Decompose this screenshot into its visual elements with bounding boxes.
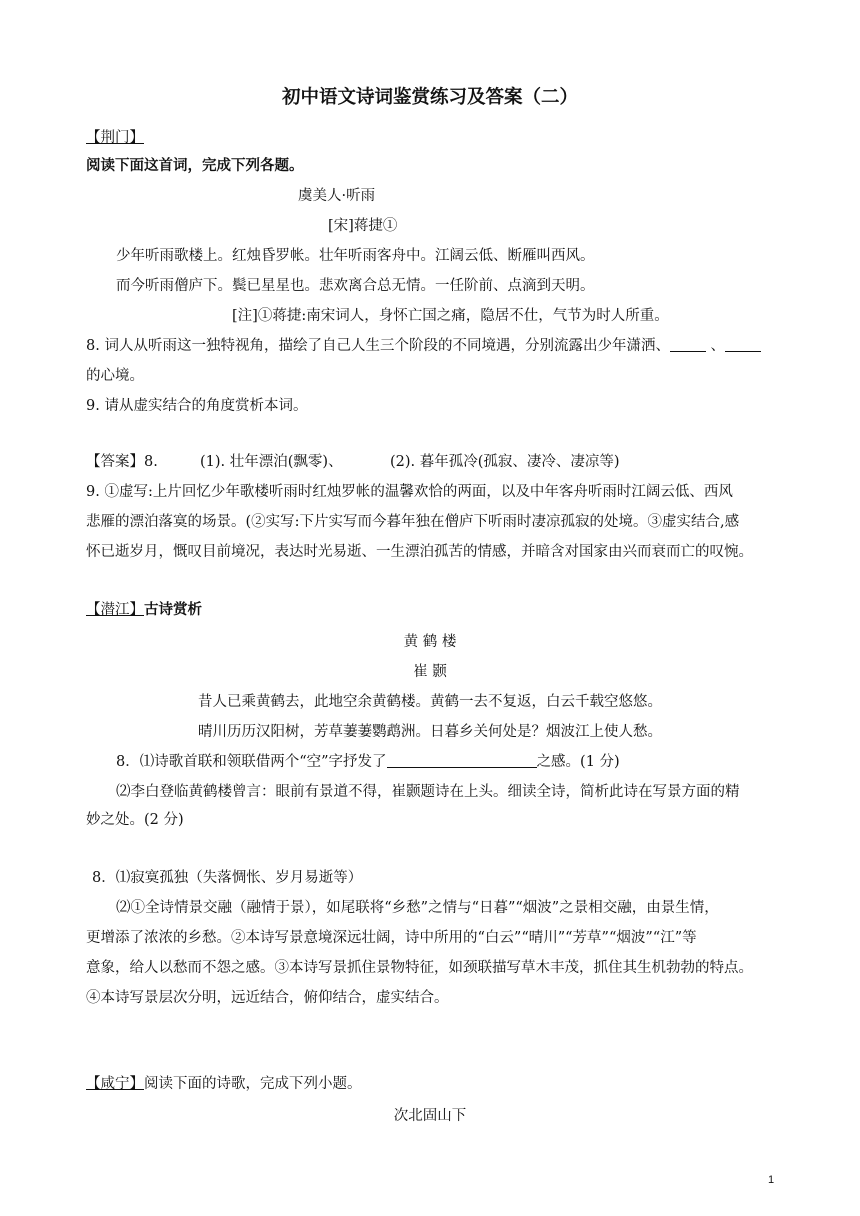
answer-blank[interactable]: [670, 337, 706, 352]
answer-8-1: 8．⑴寂寞孤独（失落惆怅、岁月易逝等）: [92, 870, 363, 886]
poem-title: 黄 鹤 楼: [403, 634, 457, 650]
poem-line: 少年听雨歌楼上。红烛昏罗帐。壮年听雨客舟中。江阔云低、断雁叫西风。: [116, 248, 595, 264]
page-number: 1: [768, 1174, 775, 1186]
poem-author: 崔 颢: [413, 664, 447, 680]
separator-text: 、: [705, 338, 726, 354]
poem-line: 昔人已乘黄鹤去，此地空余黄鹤楼。黄鹤一去不复返，白云千载空悠悠。: [198, 694, 662, 710]
question-8-2: ⑵李白登临黄鹤楼曾言：眼前有景道不得，崔颢题诗在上头。细读全诗，简析此诗在写景方面的精: [116, 784, 740, 800]
poem-title: 次北固山下: [393, 1108, 467, 1124]
question-text: 之感。(1 分): [536, 754, 620, 770]
question-8: [86, 336, 761, 356]
question-text: 8. 词人从听雨这一独特视角，描绘了自己人生三个阶段的不同境遇，分别流露出少年潇洒、: [86, 338, 670, 354]
section-instruction: 阅读下面的诗歌，完成下列小题。: [144, 1076, 362, 1092]
section-heading-xianning: [86, 1074, 362, 1094]
answer-item: (2). 暮年孤冷(孤寂、凄冷、凄凉等): [390, 454, 620, 470]
poem-author: [宋]蒋捷①: [328, 218, 398, 234]
page-title: 初中语文诗词鉴赏练习及答案（二）: [281, 87, 578, 108]
poem-title: 虞美人·听雨: [298, 188, 376, 204]
question-8-1: [116, 752, 620, 772]
answer-8-2-line: ⑵①全诗情景交融（融情于景），如尾联将“乡愁”之情与“日暮”“烟波”之景相交融，由景生情，: [116, 900, 719, 916]
question-9: 9. 请从虚实结合的角度赏析本词。: [86, 398, 308, 414]
poem-note: [注]①蒋捷:南宋词人，身怀亡国之痛，隐居不仕，气节为时人所重。: [232, 308, 669, 324]
question-text: 8．⑴诗歌首联和领联借两个“空”字抒发了: [116, 754, 387, 770]
section-heading-qianjiang: [86, 600, 202, 620]
answer-9-line: 怀已逝岁月，慨叹目前境况，表达时光易逝、一生漂泊孤苦的情感，并暗含对国家由兴而衰而亡的叹惋。: [86, 544, 753, 560]
question-8-2-cont: 妙之处。(2 分): [86, 812, 184, 828]
answer-item: (1). 壮年漂泊(飘零)、: [200, 454, 343, 470]
answer-8-2-line: 意象，给人以愁而不怨之感。③本诗写景抓住景物特征，如颈联描写草木丰茂，抓住其生机勃勃的特点。: [86, 960, 753, 976]
answer-heading: 【答案】8.: [86, 454, 158, 470]
section-tag-xianning: 【咸宁】: [86, 1076, 144, 1092]
answer-blank[interactable]: [387, 753, 537, 768]
question-text: 的心境。: [86, 368, 144, 384]
section-tag-qianjiang: 【潜江】: [86, 602, 144, 618]
answer-blank[interactable]: [725, 337, 761, 352]
answer-9-line: 9. ①虚写:上片回忆少年歌楼听雨时红烛罗帐的温馨欢恰的两面，以及中年客舟听雨时江阔云低、西风: [86, 484, 733, 500]
answer-8-2-line: ④本诗写景层次分明，远近结合，俯仰结合，虚实结合。: [86, 990, 449, 1006]
poem-line: 而今听雨僧庐下。鬓已星星也。悲欢离合总无情。一任阶前、点滴到天明。: [116, 278, 595, 294]
poem-line: 晴川历历汉阳树，芳草萋萋鹦鹉洲。日暮乡关何处是？烟波江上使人愁。: [198, 724, 662, 740]
section-heading: 古诗赏析: [144, 601, 202, 618]
answer-9-line: 悲雁的漂泊落寞的场景。(②实写:下片实写而今暮年独在僧庐下听雨时凄凉孤寂的处境。③虚实结合,感: [86, 514, 740, 530]
answer-8-2-line: 更增添了浓浓的乡愁。②本诗写景意境深远壮阔，诗中所用的“白云”“晴川”“芳草”“烟波”“江”等: [86, 930, 697, 946]
section-instruction: 阅读下面这首词，完成下列各题。: [86, 157, 304, 174]
section-tag-jingmen: 【荆门】: [86, 130, 144, 146]
